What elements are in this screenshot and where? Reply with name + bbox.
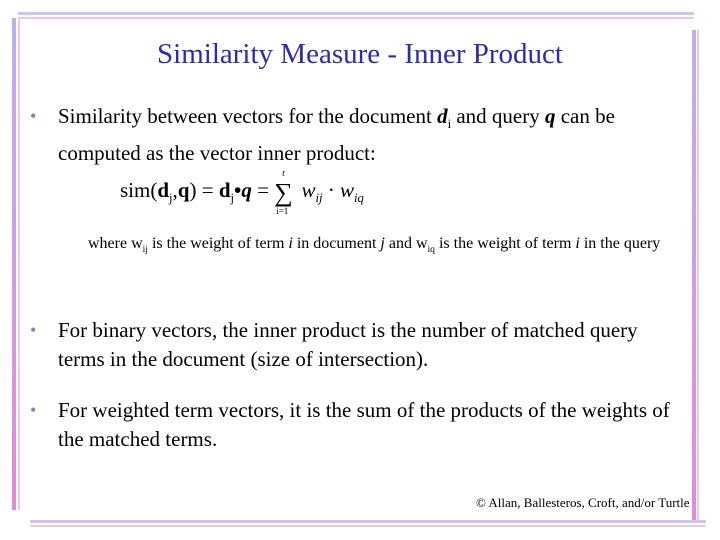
bullet-binary-vectors xyxy=(30,316,685,374)
bullet-dot: • xyxy=(30,400,37,420)
bullet-text: For weighted term vectors, it is the sum of the products of the weights of the matched terms. xyxy=(58,398,670,451)
bottom-border-bar-inner xyxy=(30,525,706,527)
right-border-bar xyxy=(692,30,696,520)
bullet-dot: • xyxy=(30,106,37,126)
slide-title: Similarity Measure - Inner Product xyxy=(157,38,563,70)
right-border-bar-inner xyxy=(697,30,699,520)
bullet-text: Similarity between vectors for the document $d_i$ and query q can be computed as the vector inner product: xyxy=(58,104,615,166)
top-border-bar-inner xyxy=(18,17,694,19)
top-border-bar xyxy=(18,12,694,15)
bottom-border-bar xyxy=(30,520,706,523)
bullet-weighted-vectors xyxy=(30,396,685,454)
bullet-dot: • xyxy=(30,320,37,340)
left-border-bar-inner xyxy=(18,18,20,510)
bullet-similarity xyxy=(30,102,685,168)
inner-product-formula: $sim(d_j,q)$ = $d_j•q$ = t ∑ i=1 $w_{ij} \cdot w_{iq}$ xyxy=(120,168,364,216)
copyright-credit: © Allan, Ballesteros, Croft, and/or Turtle xyxy=(476,495,690,510)
summation-symbol: t ∑ i=1 xyxy=(274,168,293,216)
weight-definition-note: where $w_{ij}$ is the weight of term i in document j and $w_{iq}$ is the weight of term i in the query xyxy=(88,235,661,256)
left-border-bar xyxy=(12,18,16,510)
bullet-text: For binary vectors, the inner product is the number of matched query terms in the document (size of intersection). xyxy=(58,318,638,371)
